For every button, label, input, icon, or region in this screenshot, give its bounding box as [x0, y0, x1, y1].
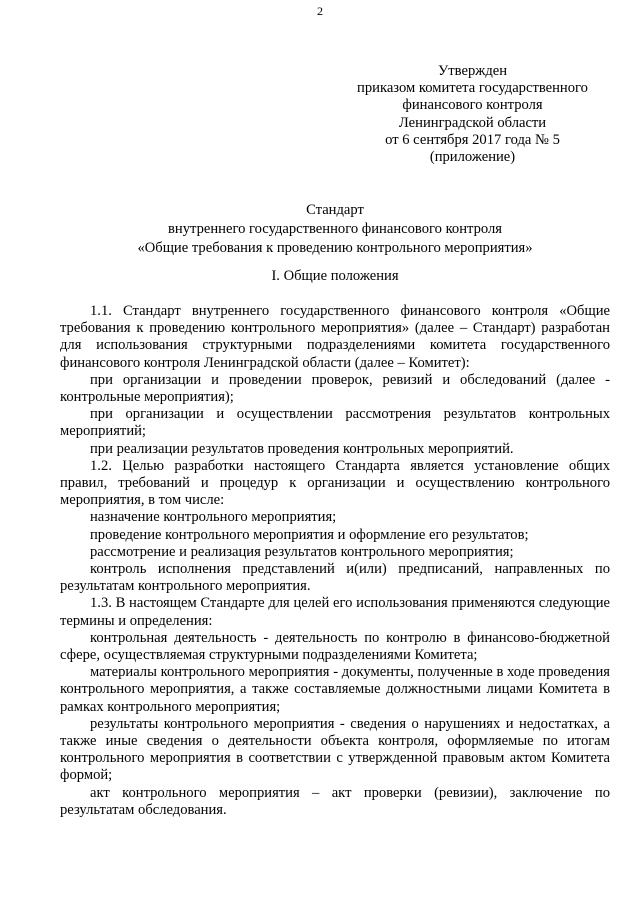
approval-line: от 6 сентября 2017 года № 5: [385, 131, 560, 148]
paragraph: акт контрольного мероприятия – акт проверки (ревизии), заключение по результатам обследования.: [60, 784, 610, 818]
paragraph: при организации и проведении проверок, ревизий и обследований (далее - контрольные мероприятия);: [60, 371, 610, 406]
paragraph: при реализации результатов проведения контрольных мероприятий.: [90, 440, 514, 457]
paragraph: рассмотрение и реализация результатов контрольного мероприятия;: [90, 543, 514, 560]
paragraph: 1.1. Стандарт внутреннего государственного финансового контроля «Общие требования к проведению контрольного мероприятия» (далее – Стандарт) разработан для использования структурными подразделениями комитета государственного финансового контроля Ленинградской области (далее – Комитет):: [60, 303, 610, 371]
paragraph: материалы контрольного мероприятия - документы, полученные в ходе проведения контрольного мероприятия, а также составляемые должностными лицами Комитета в рамках контрольного мероприятия;: [60, 664, 610, 715]
document-body: [60, 303, 610, 819]
paragraph: 1.3. В настоящем Стандарте для целей его использования применяются следующие термины и определения:: [60, 595, 610, 629]
approval-line: приказом комитета государственного: [357, 80, 588, 97]
approval-line: финансового контроля: [402, 97, 543, 114]
paragraph: при организации и осуществлении рассмотрения результатов контрольных мероприятий;: [60, 406, 610, 440]
paragraph: назначение контрольного мероприятия;: [90, 509, 337, 526]
paragraph: результаты контрольного мероприятия - сведения о нарушениях и недостатках, а также иные сведения о деятельности объекта контроля, оформляемые по итогам контрольного мероприятия в соответствии с утвержденной правовым актом Комитета формой;: [60, 715, 610, 784]
paragraph: контрольная деятельность - деятельность по контролю в финансово-бюджетной сфере, осуществляемая структурными подразделениями Комитета;: [60, 629, 610, 664]
document-title: [60, 202, 610, 259]
approval-line: (приложение): [429, 148, 516, 165]
approval-block: [340, 63, 605, 166]
title-line-1: Стандарт: [306, 202, 364, 218]
paragraph: проведение контрольного мероприятия и оформление его результатов;: [90, 526, 529, 543]
approval-line: Утвержден: [437, 63, 508, 79]
title-line-2: внутреннего государственного финансового контроля: [168, 221, 502, 237]
page-number: 2: [317, 4, 323, 18]
paragraph: контроль исполнения представлений и(или) предписаний, направленных по результатам контрольного мероприятия.: [60, 561, 610, 595]
approval-line: Ленинградской области: [398, 114, 547, 131]
title-line-3: «Общие требования к проведению контрольного мероприятия»: [137, 240, 533, 256]
paragraph: 1.2. Целью разработки настоящего Стандарта является установление общих правил, требований и процедур к организации и осуществлению контрольного мероприятия, в том числе:: [60, 457, 610, 509]
section-heading: I. Общие положения: [271, 268, 399, 284]
